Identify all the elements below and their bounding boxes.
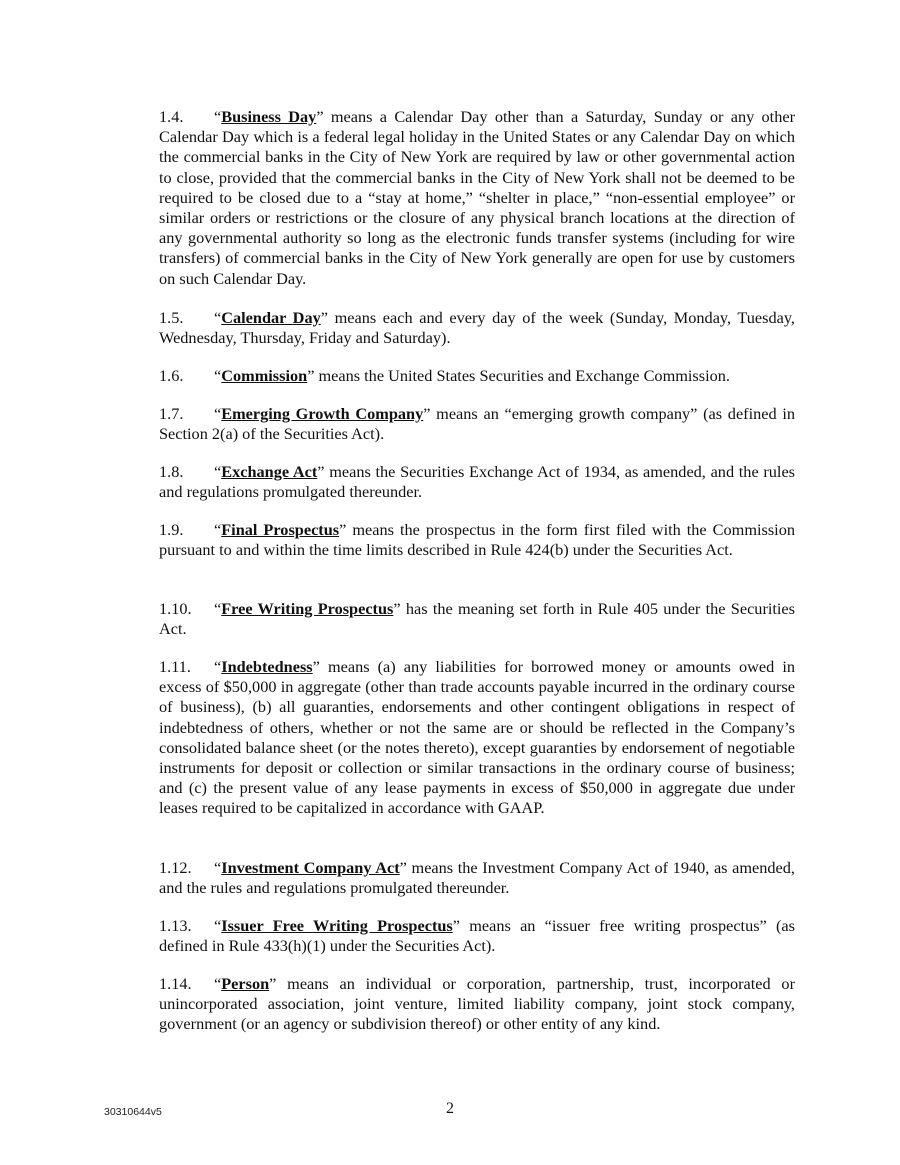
definition-business-day: 1.4. “Business Day” means a Calendar Day other than a Saturday, Sunday or any other Calendar Day which is a federal legal holiday in the United States or any Calendar Day on which the commercial banks in the City of New York are required by law or other governmental action to close, provided that the commercial banks in the City of New York shall not be deemed to be required to be closed due to a “stay at home,” “shelter in place,” “non-essential employee” or similar orders or restrictions or the closure of any physical branch locations at the direction of any governmental authority so long as the electronic funds transfer systems (including for wire transfers) of commercial banks in the City of New York generally are open for use by customers on such Calendar Day. — [159, 107, 795, 288]
definition-emerging-growth-company: 1.7. “Emerging Growth Company” means an “emerging growth company” (as defined in Section 2(a) of the Securities Act). — [159, 404, 795, 444]
definition-person: 1.14. “Person” means an individual or corporation, partnership, trust, incorporated or unincorporated association, joint venture, limited liability company, joint stock company, government (or an agency or subdivision thereof) or other entity of any kind. — [159, 974, 795, 1034]
defined-term: Investment Company Act — [221, 858, 400, 877]
definition-investment-company-act: 1.12. “Investment Company Act” means the Investment Company Act of 1940, as amended, and the rules and regulations promulgated thereunder. — [159, 858, 795, 898]
section-number: 1.11. — [159, 657, 191, 676]
definition-text: means each and every day of the week (Sunday, Monday, Tuesday, Wednesday, Thursday, Friday and Saturday). — [159, 308, 795, 348]
definition-text: has the meaning set forth in Rule 405 under the Securities Act. — [159, 599, 795, 639]
section-number: 1.8. — [159, 462, 184, 481]
definition-text: means the United States Securities and Exchange Commission. — [314, 366, 730, 385]
definition-indebtedness: 1.11. “Indebtedness” means (a) any liabilities for borrowed money or amounts owed in excess of $50,000 in aggregate (other than trade accounts payable incurred in the ordinary course of business), (b) all guaranties, endorsements and other contingent obligations in respect of indebtedness of others, whether or not the same are or should be reflected in the Company’s consolidated balance sheet (or the notes thereto), except guaranties by endorsement of negotiable instruments for deposit or collection or similar transactions in the ordinary course of business; and (c) the present value of any lease payments in excess of $50,000 in aggregate due under leases required to be capitalized in accordance with GAAP. — [159, 657, 795, 818]
section-number: 1.12. — [159, 858, 192, 877]
section-number: 1.5. — [159, 308, 184, 327]
definition-text: means the prospectus in the form first filed with the Commission pursuant to and within the time limits described in Rule 424(b) under the Securities Act. — [159, 520, 795, 560]
section-number: 1.7. — [159, 404, 184, 423]
definition-text: means a Calendar Day other than a Saturday, Sunday or any other Calendar Day which is a federal legal holiday in the United States or any Calendar Day on which the commercial banks in the City of New York are required by law or other governmental action to close, provided that the commercial banks in the City of New York shall not be deemed to be required to be closed due to a “stay at home,” “shelter in place,” “non-essential employee” or similar orders or restrictions or the closure of any physical branch locations at the direction of any governmental authority so long as the electronic funds transfer systems (including for wire transfers) of commercial banks in the City of New York generally are open for use by customers on such Calendar Day. — [159, 107, 795, 288]
definition-text: means (a) any liabilities for borrowed money or amounts owed in excess of $50,000 in aggregate (other than trade accounts payable incurred in the ordinary course of business), (b) all guaranties, endorsements and other contingent obligations in respect of indebtedness of others, whether or not the same are or should be reflected in the Company’s consolidated balance sheet (or the notes thereto), except guaranties by endorsement of negotiable instruments for deposit or collection or similar transactions in the ordinary course of business; and (c) the present value of any lease payments in excess of $50,000 in aggregate due under leases required to be capitalized in accordance with GAAP. — [159, 657, 795, 818]
definition-calendar-day: 1.5. “Calendar Day” means each and every day of the week (Sunday, Monday, Tuesday, Wednesday, Thursday, Friday and Saturday). — [159, 308, 795, 348]
definition-text: means the Investment Company Act of 1940, as amended, and the rules and regulations promulgated thereunder. — [159, 858, 795, 898]
defined-term: Final Prospectus — [221, 520, 340, 539]
section-number: 1.13. — [159, 916, 192, 935]
definition-text: means an individual or corporation, partnership, trust, incorporated or unincorporated association, joint venture, limited liability company, joint stock company, government (or an agency or subdivision thereof) or other entity of any kind. — [159, 974, 795, 1034]
definition-text: means the Securities Exchange Act of 1934, as amended, and the rules and regulations promulgated thereunder. — [159, 462, 796, 502]
definition-text: means an “emerging growth company” (as defined in Section 2(a) of the Securities Act). — [159, 404, 795, 444]
section-number: 1.4. — [159, 107, 184, 126]
defined-term: Commission — [221, 366, 308, 385]
defined-term: Indebtedness — [221, 657, 313, 676]
page-number: 2 — [446, 1100, 454, 1117]
defined-term: Free Writing Prospectus — [221, 599, 394, 618]
document-id: 30310644v5 — [104, 1106, 162, 1118]
defined-term: Business Day — [221, 107, 317, 126]
definition-free-writing-prospectus: 1.10. “Free Writing Prospectus” has the meaning set forth in Rule 405 under the Securities Act. — [159, 599, 795, 639]
section-number: 1.14. — [159, 974, 192, 993]
definition-commission: 1.6. “Commission” means the United States Securities and Exchange Commission. — [159, 366, 730, 385]
section-number: 1.9. — [159, 520, 184, 539]
definition-text: means an “issuer free writing prospectus” (as defined in Rule 433(h)(1) under the Securities Act). — [159, 916, 795, 956]
definition-final-prospectus: 1.9. “Final Prospectus” means the prospectus in the form first filed with the Commission pursuant to and within the time limits described in Rule 424(b) under the Securities Act. — [159, 520, 795, 560]
defined-term: Emerging Growth Company — [221, 404, 424, 423]
section-number: 1.6. — [159, 366, 184, 385]
definition-issuer-free-writing-prospectus: 1.13. “Issuer Free Writing Prospectus” means an “issuer free writing prospectus” (as defined in Rule 433(h)(1) under the Securities Act). — [159, 916, 795, 956]
defined-term: Exchange Act — [221, 462, 318, 481]
defined-term: Calendar Day — [221, 308, 321, 327]
defined-term: Issuer Free Writing Prospectus — [221, 916, 453, 935]
definition-exchange-act: 1.8. “Exchange Act” means the Securities Exchange Act of 1934, as amended, and the rules and regulations promulgated thereunder. — [159, 462, 796, 502]
defined-term: Person — [221, 974, 270, 993]
section-number: 1.10. — [159, 599, 192, 618]
